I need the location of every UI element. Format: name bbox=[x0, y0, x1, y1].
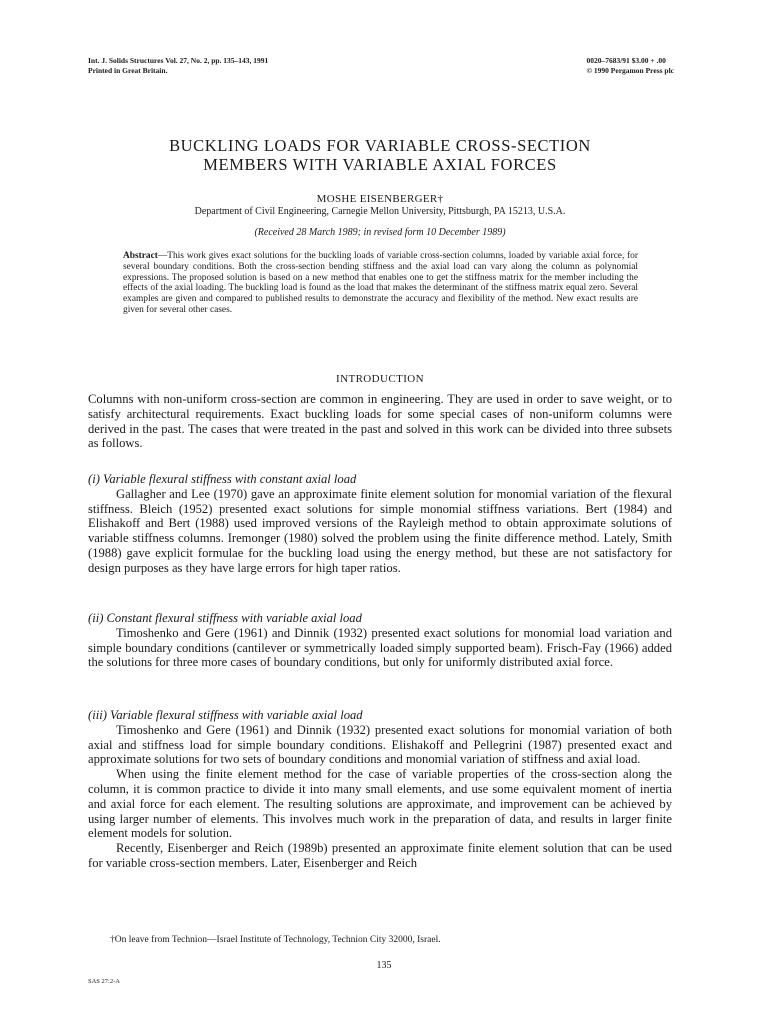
copyright-block bbox=[586, 56, 674, 76]
recent-work-paragraph: Recently, Eisenberger and Reich (1989b) presented an approximate finite element solution that can be used for variable cross-section members. Later, Eisenberger and Reich bbox=[88, 841, 672, 870]
paper-title bbox=[80, 136, 680, 174]
section-heading-introduction: INTRODUCTION bbox=[336, 373, 424, 385]
received-dates: (Received 28 March 1989; in revised form 10 December 1989) bbox=[254, 227, 506, 238]
subsection-3 bbox=[88, 708, 672, 871]
page-number: 135 bbox=[376, 960, 392, 971]
intro-paragraph: Columns with non-uniform cross-section are common in engineering. They are used in order to save weight, or to satisfy architectural requirements. Exact buckling loads for some special cases of non-uniform columns were derived in the past. The cases that were treated in the past and solved in this work can be divided into three subsets as follows. bbox=[88, 392, 672, 451]
journal-citation bbox=[88, 56, 268, 76]
abstract bbox=[123, 251, 638, 316]
author-affiliation: Department of Civil Engineering, Carnegie Mellon University, Pittsburgh, PA 15213, U.S.A. bbox=[194, 206, 566, 217]
printed-in-line: Printed in Great Britain. bbox=[88, 66, 168, 75]
subsection-1 bbox=[88, 472, 672, 576]
author-name: MOSHE EISENBERGER† bbox=[316, 193, 444, 205]
finite-element-paragraph: When using the finite element method for the case of variable properties of the cross-section along the column, it is common practice to divide it into many small elements, and use some equivalent moment of inertia and axial force for each element. The resulting solutions are approximate, and improvement can be achieved by using larger number of elements. This involves much work in the preparation of data, and results in larger finite element models for solution. bbox=[88, 767, 672, 841]
abstract-label: Abstract bbox=[123, 251, 158, 261]
subsection-1-heading: (i) Variable flexural stiffness with constant axial load bbox=[88, 472, 357, 486]
subsection-2-text: Timoshenko and Gere (1961) and Dinnik (1932) presented exact solutions for monomial load variation and simple boundary conditions (cantilever or symmetrically loaded simply supported beam). Frisch-Fay (1966) added the solutions for three more cases of boundary conditions, but only for uniformly distributed axial force. bbox=[88, 625, 672, 670]
subsection-3-heading: (iii) Variable flexural stiffness with variable axial load bbox=[88, 708, 363, 722]
title-line-2: MEMBERS WITH VARIABLE AXIAL FORCES bbox=[203, 155, 557, 174]
title-line-1: BUCKLING LOADS FOR VARIABLE CROSS-SECTION bbox=[169, 136, 591, 155]
author-footnote: †On leave from Technion—Israel Institute of Technology, Technion City 32000, Israel. bbox=[110, 935, 441, 945]
abstract-text: —This work gives exact solutions for the buckling loads of variable cross-section columns, loaded by variable axial force, for several boundary conditions. Both the cross-section bending stiffness and the axial load can vary along the column as polynomial expressions. The proposed solution is based on a new method that enables one to get the stiffness matrix for the member including the effects of the axial loading. The buckling load is found as the load that makes the determinant of the stiffness matrix equal zero. Several examples are given and compared to published results to demonstrate the accuracy and flexibility of the method. New exact results are given for several other cases. bbox=[123, 251, 638, 315]
subsection-2 bbox=[88, 611, 672, 670]
journal-citation-line: Int. J. Solids Structures Vol. 27, No. 2, pp. 135–143, 1991 bbox=[88, 56, 269, 65]
price-code: 0020–7683/91 $3.00 + .00 bbox=[586, 56, 666, 65]
subsection-2-heading: (ii) Constant flexural stiffness with variable axial load bbox=[88, 611, 362, 625]
subsection-3-text: Timoshenko and Gere (1961) and Dinnik (1932) presented exact solutions for monomial variation of both axial and stiffness load for simple boundary conditions. Elishakoff and Pellegrini (1987) presented exact and approximate solutions for two sets of boundary conditions and monomial variation of stiffness and axial load. bbox=[88, 722, 672, 767]
copyright-line: © 1990 Pergamon Press plc bbox=[586, 66, 674, 75]
printer-code: SAS 27:2-A bbox=[88, 978, 120, 985]
intro-body bbox=[88, 392, 672, 451]
subsection-1-text: Gallagher and Lee (1970) gave an approximate finite element solution for monomial variation of the flexural stiffness. Bleich (1952) presented exact solutions for simple monomial stiffness variations. Bert (1984) and Elishakoff and Bert (1988) used improved versions of the Rayleigh method to obtain approximate solutions of variable stiffness columns. Iremonger (1980) solved the problem using the finite difference method. Lately, Smith (1988) gave explicit formulae for the buckling load using the energy method, but these are not satisfactory for design purposes as they have large errors for high taper ratios. bbox=[88, 486, 672, 575]
